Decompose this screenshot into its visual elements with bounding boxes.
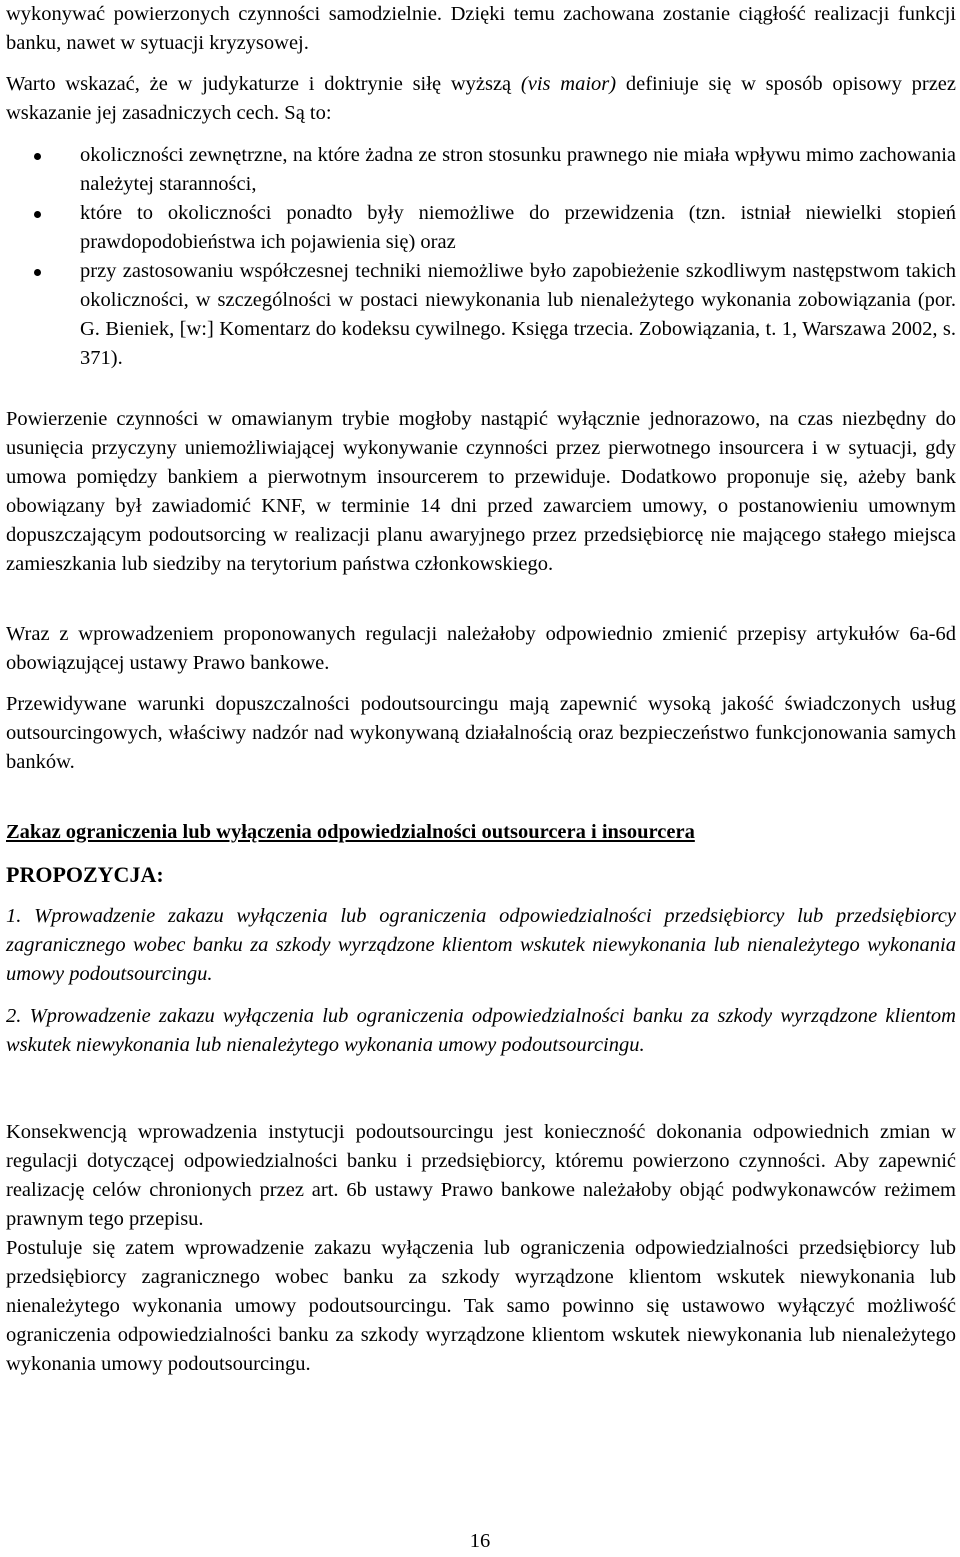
vis-maior-after: definiuje się w sposób opisowy przez wskazanie jej zasadniczych cech. Są to: <box>6 73 956 124</box>
page-number: 16 <box>469 1530 491 1552</box>
paragraph-wraz: Wraz z wprowadzeniem proponowanych regulacji należałoby odpowiednio zmienić przepisy artykułów 6a-6d obowiązującej ustawy Prawo bankowe. <box>6 623 956 674</box>
list-item-text: które to okoliczności ponadto były niemożliwe do przewidzenia (tzn. istniał niewielki stopień prawdopodobieństwa ich pojawienia się) oraz <box>80 202 956 253</box>
bullet-icon <box>34 211 41 218</box>
paragraph-przewidywane: Przewidywane warunki dopuszczalności podoutsourcingu mają zapewnić wysoką jakość świadczonych usług outsourcingowych, właściwy nadzór nad wykonywaną działalnością oraz bezpieczeństwo funkcjonowania samych banków. <box>6 693 956 773</box>
paragraph-vis-maior <box>6 70 956 128</box>
proposal-item-1: 1. Wprowadzenie zakazu wyłączenia lub ograniczenia odpowiedzialności przedsiębiorcy lub przedsiębiorcy zagranicznego wobec banku za szkody wyrządzone klientom wskutek niewykonania lub nienależytego wykonania umowy podoutsourcingu. <box>6 905 956 985</box>
list-item <box>6 199 956 257</box>
paragraph-postuluje: Postuluje się zatem wprowadzenie zakazu wyłączenia lub ograniczenia odpowiedzialności przedsiębiorcy lub przedsiębiorcy zagranicznego wobec banku za szkody wyrządzone klientom wskutek niewykonania lub nienależytego wykonania umowy podoutsourcingu. Tak samo powinno się ustawowo wyłączyć możliwość ograniczenia odpowiedzialności banku za szkody wyrządzone klientom wskutek niewykonania lub nienależytego wykonania umowy podoutsourcingu. <box>6 1237 956 1375</box>
proposal-label: PROPOZYCJA: <box>6 862 164 887</box>
proposal-item-2: 2. Wprowadzenie zakazu wyłączenia lub ograniczenia odpowiedzialności banku za szkody wyrządzone klientom wskutek niewykonania lub nienależytego wykonania umowy podoutsourcingu. <box>6 1005 956 1056</box>
list-item-text: okoliczności zewnętrzne, na które żadna ze stron stosunku prawnego nie miała wpływu mimo zachowania należytej staranności, <box>80 144 956 195</box>
vis-maior-term: (vis maior) <box>520 73 617 95</box>
section-heading: Zakaz ograniczenia lub wyłączenia odpowiedzialności outsourcera i insourcera <box>6 821 695 843</box>
vis-maior-features-list <box>6 141 956 373</box>
bullet-icon <box>34 153 41 160</box>
list-item-text: przy zastosowaniu współczesnej techniki niemożliwe było zapobieżenie szkodliwym następstwom takich okoliczności, w szczególności w postaci niewykonania lub nienależytego wykonania zobowiązania (por. G. Bieniek, [w:] Komentarz do kodeksu cywilnego. Księga trzecia. Zobowiązania, t. 1, Warszawa 2002, s. 371). <box>80 260 956 369</box>
paragraph-konsekwencja: Konsekwencją wprowadzenia instytucji podoutsourcingu jest konieczność dokonania odpowiednich zmian w regulacji dotyczącej odpowiedzialności banku i przedsiębiorcy, któremu powierzono czynności. Aby zapewnić realizację celów chronionych przez art. 6b ustawy Prawo bankowe należałoby objąć podwykonawców reżimem prawnym tego przepisu. <box>6 1121 956 1230</box>
list-item <box>6 257 956 373</box>
bullet-icon <box>34 269 41 276</box>
paragraph-powierzenie: Powierzenie czynności w omawianym trybie mogłoby nastąpić wyłącznie jednorazowo, na czas niezbędny do usunięcia przyczyny uniemożliwiającej wykonywanie czynności przez pierwotnego insourcera i w sytuacji, gdy umowa pomiędzy bankiem a pierwotnym insourcerem to przewiduje. Dodatkowo proponuje się, ażeby bank obowiązany był zawiadomić KNF, w terminie 14 dni przed zawarciem umowy, o postanowieniu umownym dopuszczającym podoutsorcing w realizacji planu awaryjnego przez przedsiębiorcę nie mającego stałego miejsca zamieszkania lub siedziby na terytorium państwa członkowskiego. <box>6 408 956 575</box>
list-item <box>6 141 956 199</box>
paragraph-intro-continuation: wykonywać powierzonych czynności samodzielnie. Dzięki temu zachowana zostanie ciągłość realizacji funkcji banku, nawet w sytuacji kryzysowej. <box>6 3 956 54</box>
vis-maior-before: Warto wskazać, że w judykaturze i doktrynie siłę wyższą <box>6 73 521 95</box>
